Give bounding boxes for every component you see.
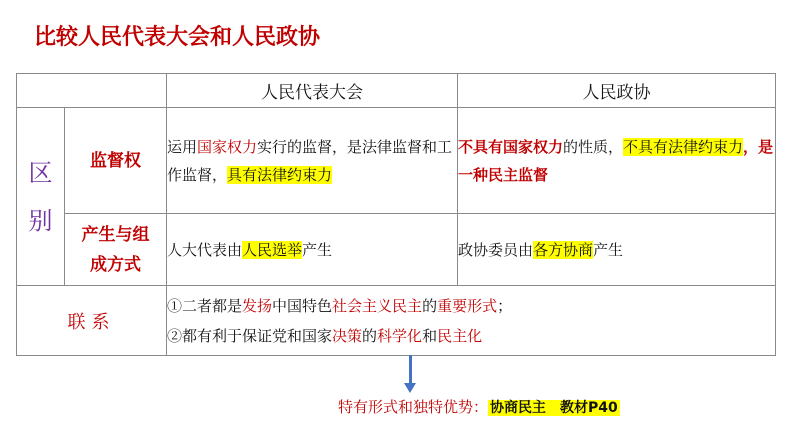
cell-cppcc-supervision: 不具有国家权力的性质，不具有法律约束力，是一种民主监督 [458, 108, 776, 214]
note-text [338, 396, 620, 417]
row-label-connection: 联系 [17, 286, 167, 356]
row-label-supervision: 监督权 [65, 108, 167, 214]
arrow-head [404, 383, 416, 393]
connection-line-2: ②都有利于保证党和国家决策的科学化和民主化 [167, 326, 483, 345]
page-title: 比较人民代表大会和人民政协 [34, 25, 321, 50]
note-highlight: 协商民主 教材P40 [490, 400, 618, 416]
table-row [17, 214, 776, 286]
connection-line-1: ①二者都是发扬中国特色社会主义民主的重要形式； [167, 296, 513, 315]
group-label-char-1: 区 [28, 158, 53, 187]
row-label-formation [65, 214, 167, 286]
group-label-difference [17, 108, 65, 286]
row-label-formation-line2: 成方式 [90, 254, 141, 275]
header-npc: 人民代表大会 [167, 74, 458, 108]
header-corner-cell [17, 74, 167, 108]
cell-npc-formation: 人大代表由人民选举产生 [167, 214, 458, 286]
table-row [17, 286, 776, 356]
cell-cppcc-formation: 政协委员由各方协商产生 [458, 214, 776, 286]
note-label: 特有形式和独特优势： [338, 398, 489, 416]
header-cppcc: 人民政协 [458, 74, 776, 108]
group-label-char-2: 别 [28, 206, 53, 235]
row-label-formation-line1: 产生与组 [81, 224, 150, 245]
table-row [17, 108, 776, 214]
table-header-row [17, 74, 776, 108]
cell-npc-supervision: 运用国家权力实行的监督，是法律监督和工作监督，具有法律约束力 [167, 108, 458, 214]
comparison-table [16, 73, 776, 356]
arrow-shaft [409, 355, 412, 385]
cell-connection [167, 286, 776, 356]
